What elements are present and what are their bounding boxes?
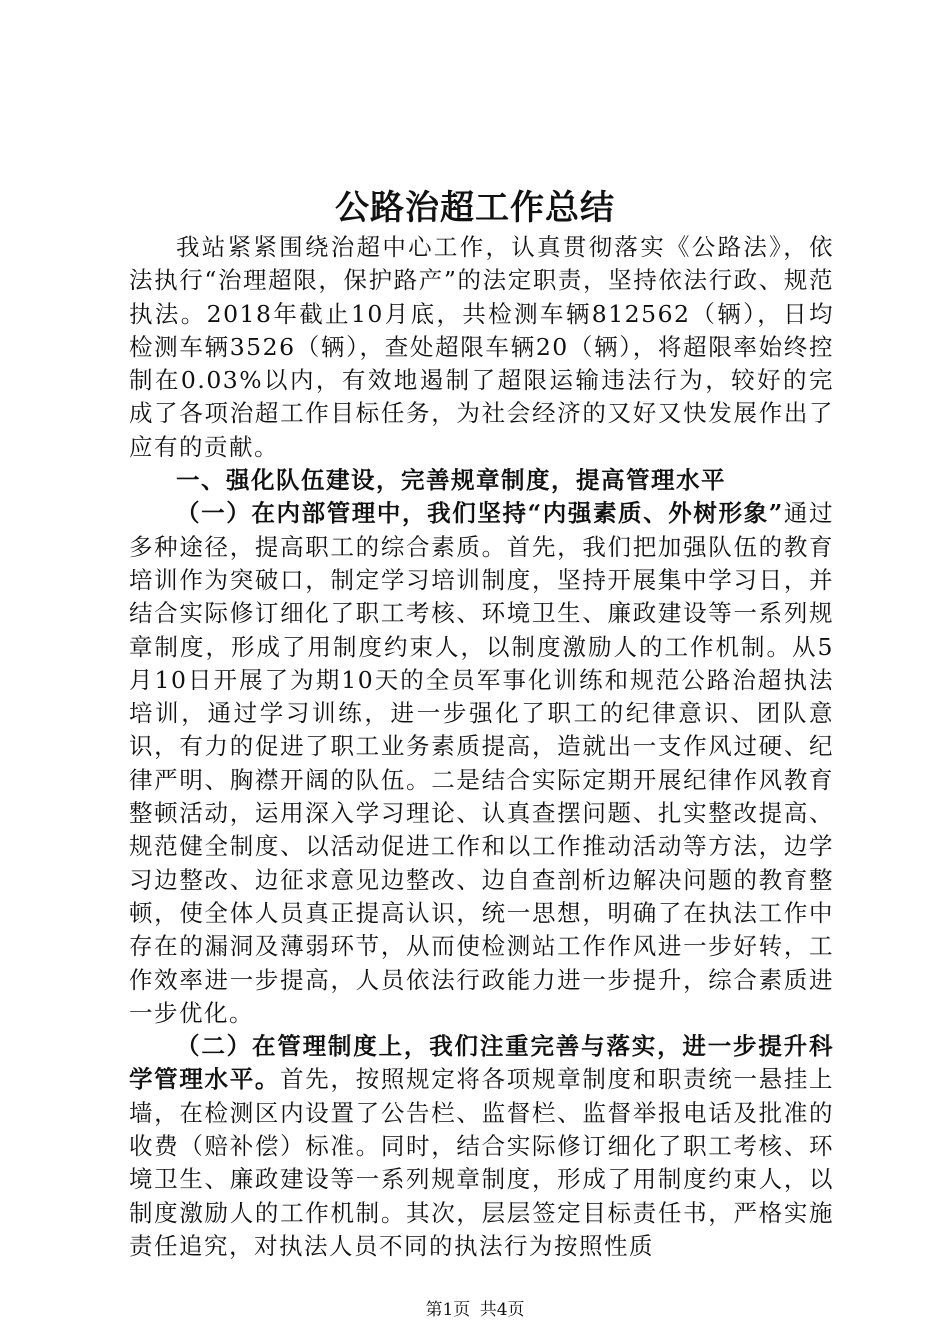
- page-total: 共4页: [479, 1300, 525, 1320]
- subsection-1-text: 通过多种途径，提高职工的综合素质。首先，我们把加强队伍的教育培训作为突破口，制定学习培训制度，坚持开展集中学习日，并结合实际修订细化了职工考核、环境卫生、廉政建设等一系列规章制度，形成了用制度约束人，以制度激励人的工作机制。从5月10日开展了为期10天的全员军事化训练和规范公路治超执法培训，通过学习训练，进一步强化了职工的纪律意识、团队意识，有力的促进了职工业务素质提高，造就出一支作风过硬、纪律严明、胸襟开阔的队伍。二是结合实际定期开展纪律作风教育整顿活动，运用深入学习理论、认真查摆问题、扎实整改提高、规范健全制度、以活动促进工作和以工作推动活动等方法，边学习边整改、边征求意见边整改、边自查剖析边解决问题的教育整顿，使全体人员真正提高认识，统一思想，明确了在执法工作中存在的漏洞及薄弱环节，从而使检测站工作作风进一步好转，工作效率进一步提高，人员依法行政能力进一步提升，综合素质进一步优化。: [129, 499, 834, 1027]
- subsection-1-lead: （一）在内部管理中，我们坚持“内强素质、外树形象”: [176, 499, 784, 528]
- subsection-2-lead: （二）在管理制度上，我们注重完善与落实，进一步提升科学管理水平。: [129, 1032, 834, 1094]
- page-footer: [0, 1298, 950, 1322]
- page-number: 第1页: [425, 1300, 471, 1320]
- section-heading: 一、强化队伍建设，完善规章制度，提高管理水平: [176, 466, 726, 495]
- subsection-1-paragraph: [129, 497, 834, 1030]
- intro-paragraph: 我站紧紧围绕治超中心工作，认真贯彻落实《公路法》，依法执行“治理超限，保护路产”的法定职责，坚持依法行政、规范执法。2018年截止10月底，共检测车辆812562（辆），日均检测车辆3526（辆），查处超限车辆20（辆），将超限率始终控制在0.03%以内，有效地遏制了超限运输违法行为，较好的完成了各项治超工作目标任务，为社会经济的又好又快发展作出了应有的贡献。: [129, 233, 834, 461]
- subsection-2-paragraph: [129, 1030, 834, 1263]
- subsection-2-text: 首先，按照规定将各项规章制度和职责统一悬挂上墙，在检测区内设置了公告栏、监督栏、监督举报电话及批准的收费（赔补偿）标准。同时，结合实际修订细化了职工考核、环境卫生、廉政建设等一系列规章制度，形成了用制度约束人，以制度激励人的工作机制。其次，层层签定目标责任书，严格实施责任追究，对执法人员不同的执法行为按照性质: [129, 1065, 835, 1260]
- document-body: [129, 231, 834, 1263]
- document-title: 公路治超工作总结: [335, 188, 615, 228]
